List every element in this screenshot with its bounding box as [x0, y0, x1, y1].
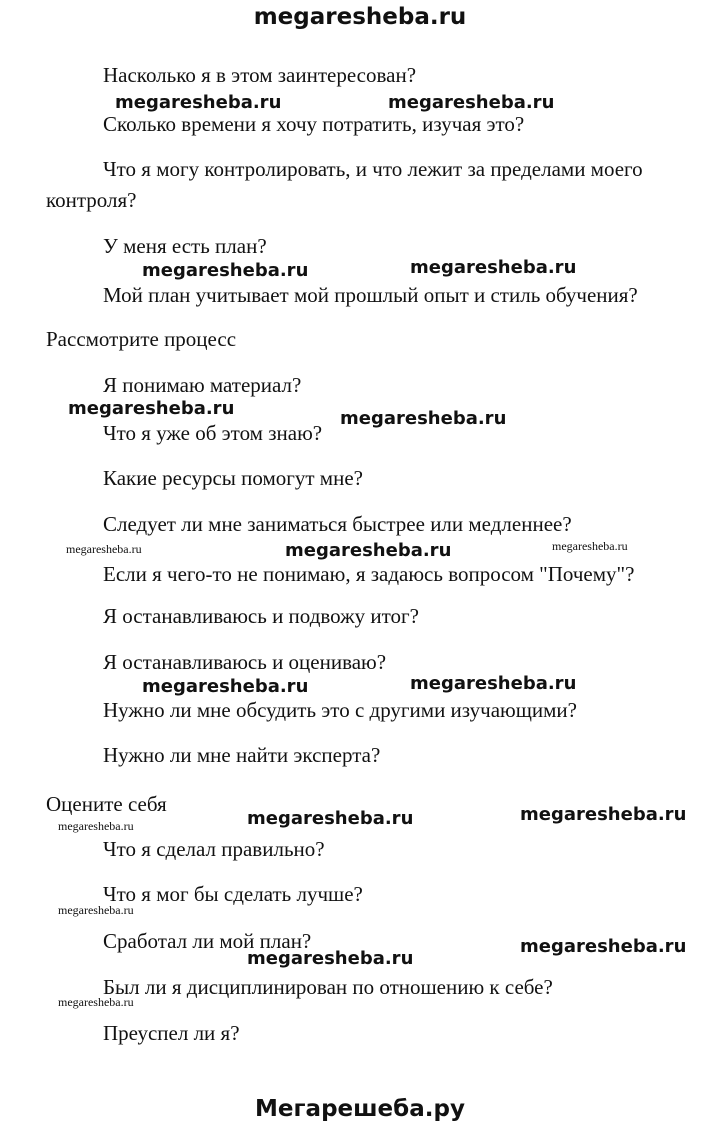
process-question: Я понимаю материал?	[103, 373, 302, 397]
plan-question: Сколько времени я хочу потратить, изучая это?	[103, 112, 525, 136]
watermark: megaresheba.ru	[142, 676, 309, 697]
process-question: Какие ресурсы помогут мне?	[103, 466, 363, 490]
watermark: megaresheba.ru	[552, 539, 628, 553]
watermark: megaresheba.ru	[388, 92, 555, 113]
evaluate-question: Что я сделал правильно?	[103, 837, 325, 861]
process-question: Я останавливаюсь и подвожу итог?	[103, 604, 419, 628]
evaluate-question: Сработал ли мой план?	[103, 929, 312, 953]
watermark: megaresheba.ru	[142, 260, 309, 281]
watermark: megaresheba.ru	[115, 92, 282, 113]
evaluate-question: Что я мог бы сделать лучше?	[103, 882, 363, 906]
evaluate-question: Преуспел ли я?	[103, 1021, 240, 1045]
watermark: megaresheba.ru	[340, 408, 507, 429]
evaluate-question: Был ли я дисциплинирован по отношению к себе?	[103, 975, 553, 999]
plan-question-continuation: контроля?	[46, 188, 137, 212]
section-heading-process: Рассмотрите процесс	[46, 327, 237, 351]
section-heading-evaluate: Оцените себя	[46, 792, 167, 816]
watermark: megaresheba.ru	[68, 398, 235, 419]
plan-question: Что я могу контролировать, и что лежит за пределами моего	[103, 157, 643, 181]
watermark: megaresheba.ru	[66, 542, 142, 556]
site-header-title: megaresheba.ru	[253, 4, 467, 30]
watermark: megaresheba.ru	[285, 540, 452, 561]
process-question: Следует ли мне заниматься быстрее или медленнее?	[103, 512, 572, 536]
watermark: megaresheba.ru	[247, 948, 414, 969]
plan-question: У меня есть план?	[103, 234, 267, 258]
watermark: megaresheba.ru	[410, 673, 577, 694]
process-question: Нужно ли мне найти эксперта?	[103, 743, 381, 767]
watermark: megaresheba.ru	[520, 936, 687, 957]
watermark: megaresheba.ru	[58, 995, 134, 1009]
plan-question: Мой план учитывает мой прошлый опыт и стиль обучения?	[103, 283, 638, 307]
process-question: Что я уже об этом знаю?	[103, 421, 323, 445]
process-question: Я останавливаюсь и оцениваю?	[103, 650, 387, 674]
watermark: megaresheba.ru	[410, 257, 577, 278]
watermark: megaresheba.ru	[247, 808, 414, 829]
process-question: Если я чего-то не понимаю, я задаюсь вопросом "Почему"?	[103, 562, 635, 586]
site-footer-title: Мегарешеба.ру	[255, 1096, 465, 1122]
watermark: megaresheba.ru	[58, 819, 134, 833]
process-question: Нужно ли мне обсудить это с другими изучающими?	[103, 698, 577, 722]
watermark: megaresheba.ru	[520, 804, 687, 825]
plan-question: Насколько я в этом заинтересован?	[103, 63, 417, 87]
watermark: megaresheba.ru	[58, 903, 134, 917]
